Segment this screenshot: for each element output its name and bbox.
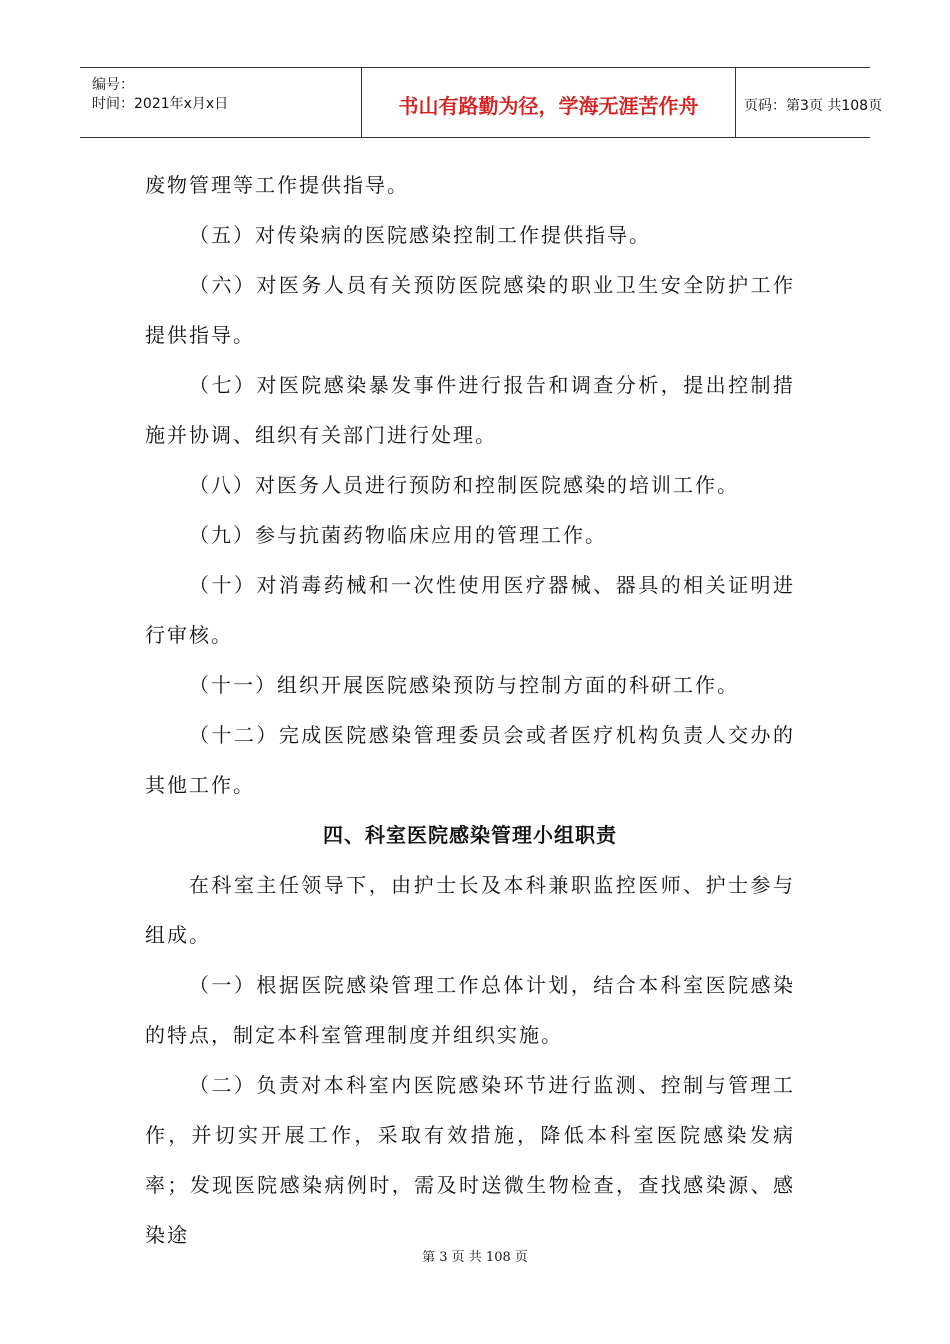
paragraph: （八）对医务人员进行预防和控制医院感染的培训工作。 xyxy=(189,473,739,497)
paragraph: （六）对医务人员有关预防医院感染的职业卫生安全防护工作提供指导。 xyxy=(145,273,795,347)
header-motto: 书山有路勤为径，学海无涯苦作舟 xyxy=(398,94,699,118)
paragraph: （十二）完成医院感染管理委员会或者医疗机构负责人交办的其他工作。 xyxy=(145,723,795,797)
page-header xyxy=(80,67,883,138)
header-motto-cell xyxy=(361,68,736,137)
paragraph: （九）参与抗菌药物临床应用的管理工作。 xyxy=(189,523,607,547)
header-page-number: 页码：第3页 共108页 xyxy=(744,98,883,114)
document-number-label: 编号： xyxy=(92,77,134,93)
paragraph: （二）负责对本科室内医院感染环节进行监测、控制与管理工作，并切实开展工作，采取有效措施，降低本科室医院感染发病率；发现医院感染病例时，需及时送微生物检查，查找感染源、感染途 xyxy=(145,1073,795,1247)
paragraph: 在科室主任领导下，由护士长及本科兼职监控医师、护士参与组成。 xyxy=(145,873,795,947)
paragraph: （五）对传染病的医院感染控制工作提供指导。 xyxy=(189,223,651,247)
paragraph: 废物管理等工作提供指导。 xyxy=(145,173,409,197)
paragraph: （十一）组织开展医院感染预防与控制方面的科研工作。 xyxy=(189,673,739,697)
header-info-cell xyxy=(80,68,280,137)
document-body xyxy=(145,160,795,1260)
document-date-label: 时间：2021年x月x日 xyxy=(92,96,229,112)
section-heading: 四、科室医院感染管理小组职责 xyxy=(323,823,617,847)
header-page-cell xyxy=(734,68,883,137)
paragraph: （十）对消毒药械和一次性使用医疗器械、器具的相关证明进行审核。 xyxy=(145,573,795,647)
page-footer: 第 3 页 共 108 页 xyxy=(422,1250,528,1265)
paragraph: （一）根据医院感染管理工作总体计划，结合本科室医院感染的特点，制定本科室管理制度并组织实施。 xyxy=(145,973,795,1047)
paragraph: （七）对医院感染暴发事件进行报告和调查分析，提出控制措施并协调、组织有关部门进行处理。 xyxy=(145,373,795,447)
